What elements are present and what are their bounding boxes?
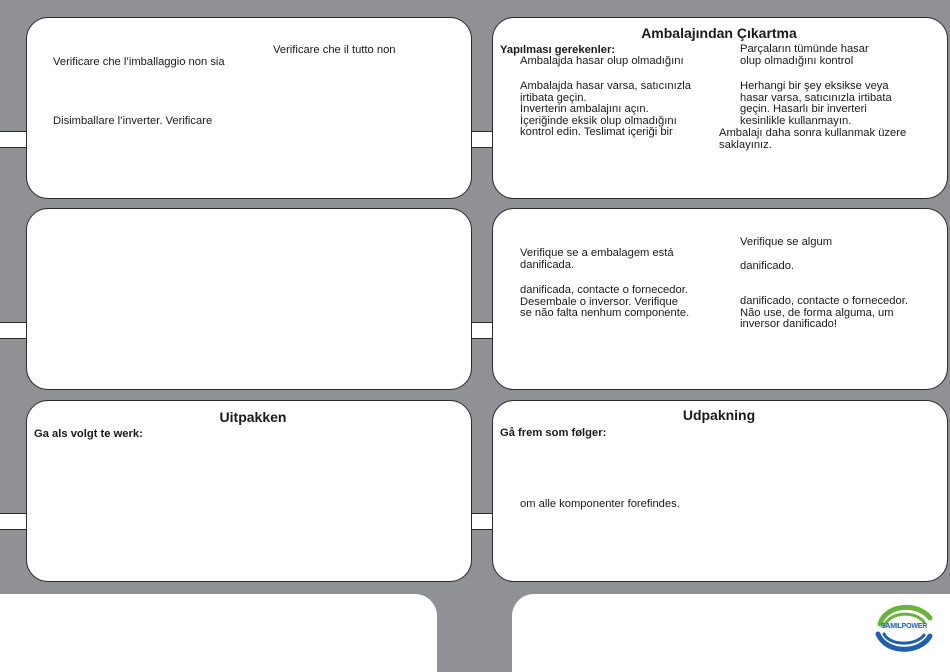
turkish-right-2: Herhangi bir şey eksikse veya hasar varsa, satıcınızla irtibata geçin. Hasarlı bir inverteri kesinlikle kullanmayın. <box>740 80 892 127</box>
turkish-left-1: Ambalajda hasar olup olmadığını <box>520 55 684 67</box>
turkish-left-2: Ambalajda hasar varsa, satıcınızla irtibata geçin. İnverterin ambalajını açın. İçeriğinde eksik olup olmadığını kontrol edin. Teslimat içeriği bir <box>520 80 692 138</box>
turkish-subtitle: Yapılması gerekenler: <box>500 44 616 56</box>
left-tab-1 <box>0 131 28 148</box>
panel-portuguese <box>492 208 948 390</box>
bottom-left-area <box>0 594 437 672</box>
portuguese-right-3: danificado, contacte o fornecedor. Não use, de forma alguma, um inversor danificado! <box>740 295 908 330</box>
samilpower-logo <box>872 602 936 654</box>
italian-text-1: Verificare che il tutto non <box>273 44 396 56</box>
left-tab-2 <box>0 322 28 339</box>
dutch-title: Uitpakken <box>219 409 287 425</box>
panel-danish <box>492 400 948 582</box>
panel-empty <box>26 208 472 390</box>
portuguese-left-1: Verifique se a embalagem está danificada. <box>520 247 674 271</box>
portuguese-left-2: danificada, contacte o fornecedor. Desembale o inversor. Verifique se não falta nenhum componente. <box>520 284 690 319</box>
danish-title: Udpakning <box>682 407 756 423</box>
panel-turkish <box>492 17 948 199</box>
italian-text-3: Disimballare l’inverter. Verificare <box>53 115 213 127</box>
samilpower-logo-text: SAMILPOWER <box>880 623 928 630</box>
turkish-title: Ambalajından Çıkartma <box>641 25 797 41</box>
turkish-right-1: Parçaların tümünde hasar olup olmadığını kontrol <box>740 43 869 67</box>
left-tab-3 <box>0 513 28 530</box>
italian-text-2: Verificare che l’imballaggio non sia <box>53 56 225 68</box>
portuguese-right-2: danificado. <box>740 260 795 272</box>
dutch-subtitle: Ga als volgt te werk: <box>34 428 143 440</box>
portuguese-right-1: Verifique se algum <box>740 236 833 248</box>
panel-dutch <box>26 400 472 582</box>
turkish-right-3: Ambalajı daha sonra kullanmak üzere saklayınız. <box>719 127 907 151</box>
danish-text-1: om alle komponenter forefindes. <box>520 498 680 510</box>
danish-subtitle: Gå frem som følger: <box>500 427 607 439</box>
panel-italian <box>26 17 472 199</box>
